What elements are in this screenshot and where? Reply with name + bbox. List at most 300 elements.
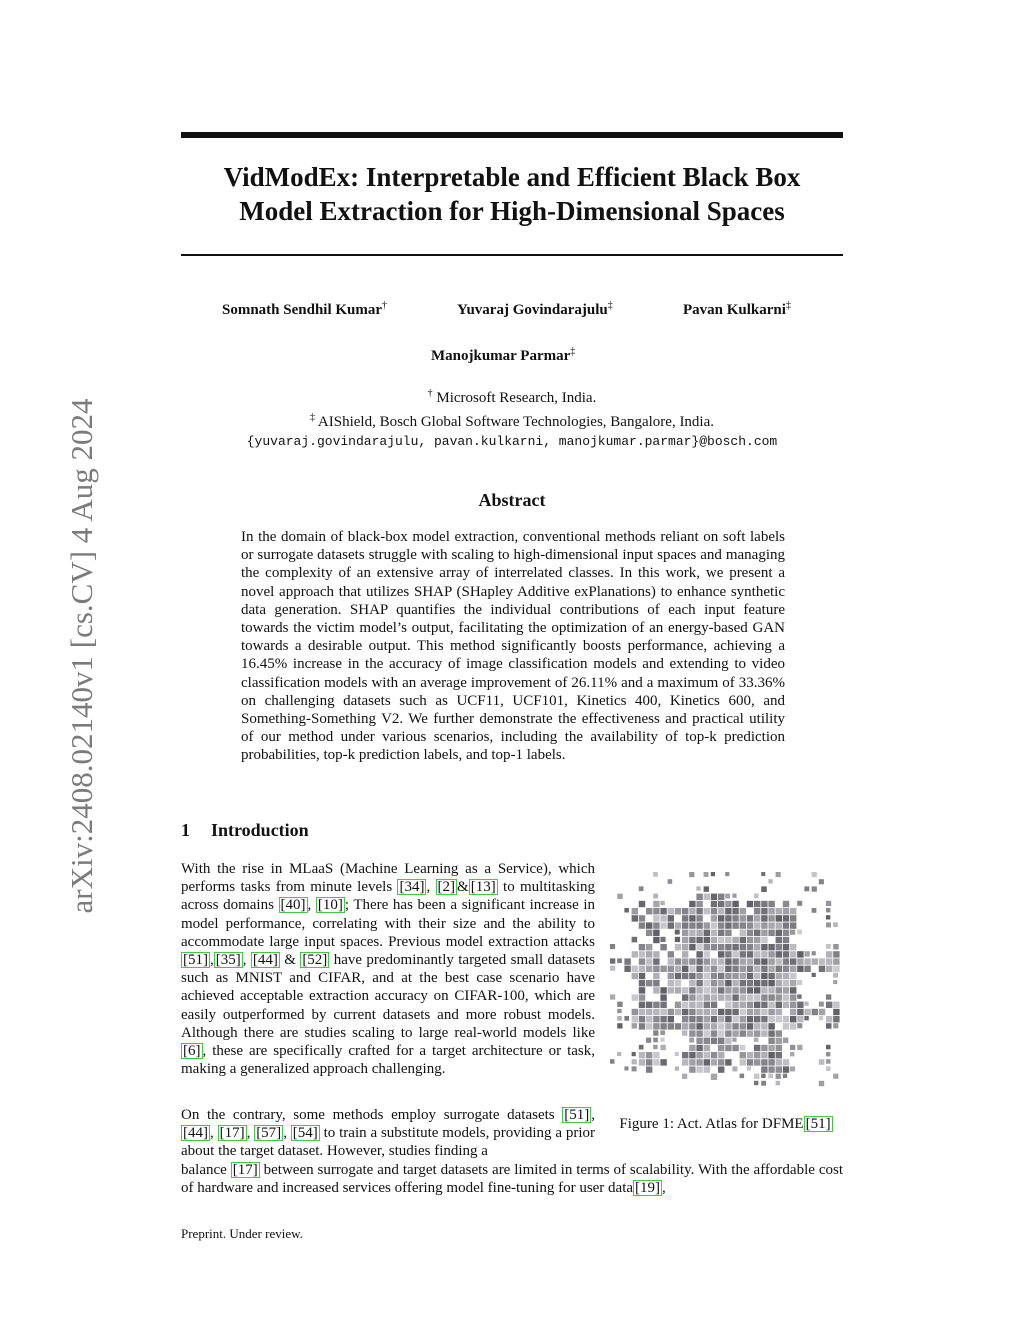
atlas-tile	[797, 951, 803, 957]
atlas-tile	[747, 937, 753, 943]
author-2: Yuvaraj Govindarajulu‡	[457, 300, 613, 318]
atlas-tile	[740, 1030, 746, 1036]
atlas-tile	[790, 1023, 796, 1029]
author-1: Somnath Sendhil Kumar†	[222, 300, 388, 318]
atlas-tile	[804, 1016, 808, 1020]
citation-link[interactable]: [13]	[470, 879, 496, 896]
atlas-tile	[768, 1066, 774, 1072]
atlas-tile	[632, 915, 638, 921]
atlas-tile	[718, 966, 724, 972]
atlas-tile	[617, 1009, 621, 1013]
atlas-tile	[790, 915, 796, 921]
atlas-tile	[783, 1038, 789, 1044]
citation-link[interactable]: [51]	[183, 952, 208, 969]
atlas-tile	[776, 1066, 782, 1072]
atlas-tile	[668, 922, 674, 928]
atlas-tile	[776, 915, 782, 921]
atlas-tile	[704, 1038, 710, 1044]
atlas-tile	[812, 872, 817, 877]
atlas-tile	[639, 1016, 645, 1022]
affiliations	[181, 384, 843, 451]
atlas-tile	[704, 1052, 710, 1058]
atlas-tile	[747, 987, 753, 993]
atlas-tile	[754, 1009, 760, 1015]
atlas-tile	[646, 1038, 651, 1043]
atlas-tile	[725, 958, 731, 964]
atlas-tile	[732, 894, 736, 898]
atlas-tile	[696, 958, 702, 964]
citation-link[interactable]: [19]	[635, 1179, 661, 1196]
atlas-tile	[718, 1038, 724, 1044]
atlas-tile	[668, 951, 674, 957]
atlas-tile	[797, 1016, 803, 1022]
intro-paragraph-2	[181, 1106, 843, 1197]
atlas-tile	[804, 886, 809, 891]
atlas-tile	[812, 951, 816, 955]
atlas-tile	[689, 1030, 695, 1036]
citation-link[interactable]: [34]	[399, 879, 425, 896]
atlas-tile	[639, 886, 644, 891]
citation-link[interactable]: [6]	[183, 1043, 201, 1060]
paragraph-text: With the rise in MLaaS (Machine Learning as a Service), which performs tasks from minute levels	[181, 861, 595, 896]
atlas-tile	[812, 973, 816, 977]
atlas-tile	[754, 994, 760, 1000]
atlas-tile	[696, 1052, 702, 1058]
atlas-tile	[689, 1009, 695, 1015]
atlas-tile	[675, 922, 681, 928]
atlas-tile	[754, 1016, 760, 1022]
citation-link[interactable]: [54]	[292, 1125, 318, 1142]
atlas-tile	[783, 1023, 789, 1029]
atlas-tile	[732, 922, 738, 928]
atlas-tile	[754, 1038, 758, 1042]
atlas-tile	[797, 901, 802, 906]
atlas-tile	[675, 958, 681, 964]
atlas-tile	[696, 944, 702, 950]
atlas-tile	[783, 973, 789, 979]
atlas-tile	[646, 958, 652, 964]
atlas-tile	[761, 1066, 767, 1072]
atlas-tile	[747, 973, 753, 979]
atlas-tile	[761, 886, 767, 892]
paragraph-text: &	[457, 879, 469, 896]
atlas-tile	[675, 973, 681, 979]
atlas-tile	[768, 922, 774, 928]
atlas-tile	[639, 1052, 645, 1058]
atlas-tile	[632, 973, 638, 979]
atlas-tile	[783, 1016, 789, 1022]
atlas-tile	[646, 1052, 652, 1058]
atlas-tile	[768, 1002, 774, 1008]
atlas-tile	[675, 944, 681, 950]
atlas-tile	[711, 1009, 717, 1015]
atlas-tile	[725, 894, 730, 899]
atlas-tile	[747, 1030, 753, 1036]
atlas-tile	[653, 894, 658, 899]
atlas-tile	[696, 908, 702, 914]
atlas-tile	[768, 1052, 774, 1058]
atlas-tile	[826, 1066, 831, 1071]
citation-link[interactable]: [2]	[437, 879, 456, 896]
citation-link[interactable]: [17]	[232, 1161, 258, 1178]
atlas-tile	[754, 958, 760, 964]
atlas-tile	[660, 966, 666, 972]
paragraph-text: ; There has been a significant increase in model performance, correlating with their size and the ability to accommodate large input spaces. Previous model extraction attacks	[181, 897, 595, 950]
atlas-tile	[732, 1030, 738, 1036]
atlas-tile	[660, 1030, 665, 1035]
atlas-tile	[718, 994, 724, 1000]
atlas-tile	[783, 901, 789, 907]
atlas-tile	[675, 966, 681, 972]
atlas-tile	[783, 908, 789, 914]
atlas-tile	[754, 951, 760, 957]
atlas-tile	[668, 908, 674, 914]
atlas-tile	[704, 908, 710, 914]
atlas-tile	[632, 951, 638, 957]
atlas-tile	[617, 1023, 622, 1028]
atlas-tile	[776, 951, 782, 957]
atlas-tile	[682, 958, 688, 964]
atlas-tile	[617, 1016, 622, 1021]
atlas-tile	[826, 994, 831, 999]
atlas-tile	[761, 872, 765, 876]
atlas-tile	[718, 944, 724, 950]
atlas-tile	[776, 1074, 781, 1079]
atlas-tile	[675, 908, 681, 914]
atlas-tile	[740, 980, 746, 986]
atlas-tile	[725, 980, 731, 986]
atlas-tile	[747, 915, 753, 921]
paragraph-text: between surrogate and target datasets are limited in terms of scalability. With the affordable cost of hardware and increased services offering model fine-tuning for user data	[181, 1161, 843, 1196]
atlas-tile	[660, 908, 666, 914]
atlas-tile	[632, 908, 638, 914]
atlas-tile	[790, 994, 796, 1000]
atlas-tile	[639, 944, 645, 950]
atlas-tile	[826, 915, 830, 919]
atlas-tile	[718, 1052, 724, 1058]
affiliation-2: ‡ AIShield, Bosch Global Software Technologies, Bangalore, India.	[309, 412, 715, 430]
atlas-tile	[740, 1074, 745, 1079]
atlas-tile	[725, 1038, 731, 1044]
atlas-tile	[624, 958, 630, 964]
atlas-tile	[689, 872, 694, 877]
atlas-tile	[754, 1023, 760, 1029]
atlas-tile	[761, 1016, 767, 1022]
atlas-tile	[711, 930, 717, 936]
atlas-tile	[747, 1066, 751, 1070]
atlas-tile	[617, 958, 622, 963]
atlas-tile	[696, 894, 702, 900]
atlas-tile	[711, 908, 717, 914]
atlas-tile	[725, 901, 731, 907]
citation-link[interactable]: [44]	[183, 1125, 208, 1142]
atlas-tile	[754, 894, 759, 899]
atlas-tile	[718, 980, 724, 986]
atlas-tile	[660, 937, 665, 942]
atlas-tile	[704, 1030, 710, 1036]
atlas-tile	[740, 1052, 746, 1058]
atlas-tile	[761, 1023, 767, 1029]
atlas-tile	[776, 966, 782, 972]
atlas-tile	[639, 973, 645, 979]
atlas-tile	[725, 1016, 731, 1022]
atlas-tile	[768, 879, 772, 883]
atlas-tile	[646, 951, 652, 957]
atlas-tile	[617, 1052, 621, 1056]
atlas-tile	[826, 966, 832, 972]
atlas-tile	[682, 994, 688, 1000]
atlas-tile	[711, 922, 717, 928]
atlas-tile	[761, 1009, 767, 1015]
atlas-tile	[783, 994, 789, 1000]
atlas-tile	[718, 1016, 724, 1022]
atlas-tile	[768, 901, 774, 907]
atlas-tile	[653, 1009, 659, 1015]
atlas-tile	[711, 944, 717, 950]
atlas-tile	[668, 1016, 674, 1022]
atlas-tile	[754, 980, 760, 986]
atlas-tile	[653, 1002, 659, 1008]
atlas-tile	[660, 1038, 664, 1042]
atlas-tile	[761, 1074, 765, 1078]
atlas-tile	[790, 980, 796, 986]
atlas-tile	[826, 1002, 832, 1008]
atlas-tile	[776, 994, 782, 1000]
atlas-tile	[632, 937, 638, 943]
atlas-tile	[682, 915, 688, 921]
atlas-tile	[761, 922, 767, 928]
atlas-tile	[804, 951, 809, 956]
atlas-tile	[639, 922, 645, 928]
atlas-tile	[682, 966, 688, 972]
atlas-tile	[704, 1023, 710, 1029]
atlas-tile	[653, 1052, 659, 1058]
atlas-tile	[660, 915, 666, 921]
atlas-tile	[761, 915, 767, 921]
atlas-tile	[754, 1030, 760, 1036]
atlas-tile	[689, 958, 695, 964]
atlas-tile	[754, 1059, 760, 1065]
atlas-tile	[740, 1023, 746, 1029]
atlas-tile	[696, 980, 702, 986]
citation-link[interactable]: [44]	[252, 952, 278, 969]
atlas-tile	[711, 894, 717, 900]
atlas-tile	[725, 1023, 731, 1029]
abstract-heading: Abstract	[478, 490, 546, 510]
atlas-tile	[711, 915, 717, 921]
atlas-tile	[682, 973, 688, 979]
atlas-tile	[783, 1074, 787, 1078]
atlas-tile	[819, 1002, 824, 1007]
atlas-tile	[768, 1030, 774, 1036]
atlas-tile	[704, 1066, 710, 1072]
atlas-tile	[776, 973, 782, 979]
atlas-tile	[718, 937, 724, 943]
atlas-tile	[682, 1016, 688, 1022]
atlas-tile	[740, 1016, 746, 1022]
atlas-tile	[761, 958, 767, 964]
atlas-tile	[704, 958, 710, 964]
atlas-tile	[747, 951, 753, 957]
paragraph-text: ,	[591, 1107, 595, 1123]
atlas-tile	[783, 915, 789, 921]
atlas-tile	[675, 980, 681, 986]
atlas-tile	[790, 908, 796, 914]
atlas-tile	[797, 1009, 803, 1015]
atlas-tile	[790, 1052, 794, 1056]
atlas-tile	[754, 915, 760, 921]
atlas-tile	[747, 1052, 753, 1058]
atlas-tile	[610, 994, 615, 999]
atlas-tile	[812, 908, 817, 913]
atlas-tile	[826, 1016, 832, 1022]
citation-link[interactable]: [35]	[215, 952, 241, 969]
atlas-tile	[704, 987, 710, 993]
atlas-tile	[725, 987, 731, 993]
atlas-tile	[689, 922, 695, 928]
citation-link[interactable]: [57]	[256, 1125, 282, 1142]
atlas-tile	[682, 1059, 688, 1065]
atlas-tile	[783, 944, 789, 950]
paragraph-text: have predominantly targeted small datasets such as MNIST and CIFAR, and at the best case scenario have achieved acceptable extraction accuracy on CIFAR-100, which are easily outperformed by current datasets and more robust models. Although there are studies scaling to large real-world models like	[181, 952, 596, 1041]
atlas-tile	[639, 966, 645, 972]
atlas-tile	[776, 1002, 782, 1008]
atlas-tile	[768, 930, 774, 936]
atlas-tile	[761, 1059, 767, 1065]
atlas-tile	[761, 1002, 767, 1008]
atlas-tile	[768, 951, 774, 957]
atlas-tile	[718, 901, 724, 907]
atlas-tile	[718, 908, 724, 914]
atlas-tile	[790, 958, 796, 964]
atlas-tile	[711, 980, 717, 986]
atlas-tile	[819, 1059, 825, 1065]
atlas-tile	[718, 958, 724, 964]
atlas-tile	[826, 901, 831, 906]
atlas-tile	[747, 980, 753, 986]
atlas-tile	[660, 994, 666, 1000]
atlas-tile	[783, 1059, 789, 1065]
atlas-tile	[754, 973, 760, 979]
atlas-tile	[776, 980, 782, 986]
citation-link[interactable]: [51]	[564, 1107, 590, 1123]
atlas-tile	[776, 1030, 782, 1036]
atlas-tile	[668, 966, 674, 972]
atlas-tile	[682, 951, 688, 957]
atlas-tile	[624, 908, 629, 913]
atlas-tile	[768, 1059, 774, 1065]
atlas-tile	[819, 1009, 825, 1015]
atlas-tile	[725, 973, 731, 979]
atlas-tile	[689, 994, 695, 1000]
atlas-tile	[790, 1066, 795, 1071]
atlas-tile	[740, 958, 746, 964]
atlas-tile	[740, 1002, 746, 1008]
atlas-tile	[747, 1016, 753, 1022]
atlas-tile	[711, 1052, 717, 1058]
atlas-tile	[653, 973, 659, 979]
atlas-tile	[704, 994, 710, 1000]
atlas-tile	[653, 980, 659, 986]
atlas-tile	[646, 1016, 652, 1022]
atlas-tile	[783, 937, 789, 943]
atlas-tile	[711, 1002, 717, 1008]
atlas-tile	[776, 908, 782, 914]
paragraph-text: &	[279, 952, 301, 969]
atlas-tile	[617, 1002, 622, 1007]
atlas-tile	[740, 937, 746, 943]
atlas-tile	[732, 951, 738, 957]
atlas-tile	[632, 1066, 637, 1071]
atlas-tile	[819, 958, 825, 964]
atlas-tile	[768, 1038, 774, 1044]
atlas-tile	[675, 1009, 681, 1015]
atlas-tile	[696, 951, 702, 957]
atlas-tile	[797, 994, 801, 998]
atlas-tile	[704, 951, 710, 957]
atlas-tile	[711, 901, 717, 907]
atlas-tile	[696, 1030, 702, 1036]
citation-link[interactable]: [52]	[302, 952, 328, 969]
atlas-tile	[804, 1002, 808, 1006]
citation-link[interactable]: [51]	[805, 1116, 831, 1132]
atlas-tile	[768, 958, 774, 964]
atlas-tile	[704, 980, 710, 986]
atlas-tile	[689, 966, 695, 972]
atlas-tile	[696, 966, 702, 972]
citation-link[interactable]: [10]	[317, 897, 343, 914]
atlas-tile	[740, 1045, 746, 1051]
citation-link[interactable]: [40]	[280, 897, 306, 914]
atlas-tile	[646, 944, 652, 950]
atlas-tile	[740, 1059, 746, 1065]
atlas-tile	[711, 994, 717, 1000]
atlas-tile	[704, 894, 710, 900]
atlas-tile	[668, 1009, 674, 1015]
figure-1-caption: Figure 1: Act. Atlas for DFME [51]	[619, 1116, 831, 1132]
atlas-tile	[761, 973, 767, 979]
author-4: Manojkumar Parmar‡	[431, 346, 576, 364]
atlas-tile	[689, 1023, 695, 1029]
atlas-tile	[740, 987, 746, 993]
atlas-tile	[826, 944, 831, 949]
atlas-tile	[819, 879, 824, 884]
atlas-tile	[646, 1023, 652, 1029]
atlas-tile	[624, 1016, 629, 1021]
atlas-tile	[833, 973, 838, 978]
citation-link[interactable]: [17]	[219, 1125, 245, 1142]
atlas-tile	[624, 1066, 628, 1070]
atlas-tile	[732, 901, 738, 907]
atlas-tile	[740, 951, 746, 957]
atlas-tile	[761, 980, 767, 986]
atlas-tile	[646, 930, 652, 936]
atlas-tile	[754, 1045, 760, 1051]
atlas-tile	[718, 894, 724, 900]
atlas-tile	[725, 908, 731, 914]
paragraph-text: ,	[283, 1125, 291, 1142]
atlas-tile	[732, 1016, 738, 1022]
atlas-tile	[660, 944, 666, 950]
atlas-tile	[747, 1002, 753, 1008]
atlas-tile	[718, 1059, 724, 1065]
atlas-tile	[696, 915, 702, 921]
atlas-tile	[761, 930, 767, 936]
atlas-tile	[826, 1059, 831, 1064]
atlas-tile	[761, 937, 767, 943]
atlas-tile	[682, 944, 688, 950]
atlas-tile	[704, 944, 710, 950]
